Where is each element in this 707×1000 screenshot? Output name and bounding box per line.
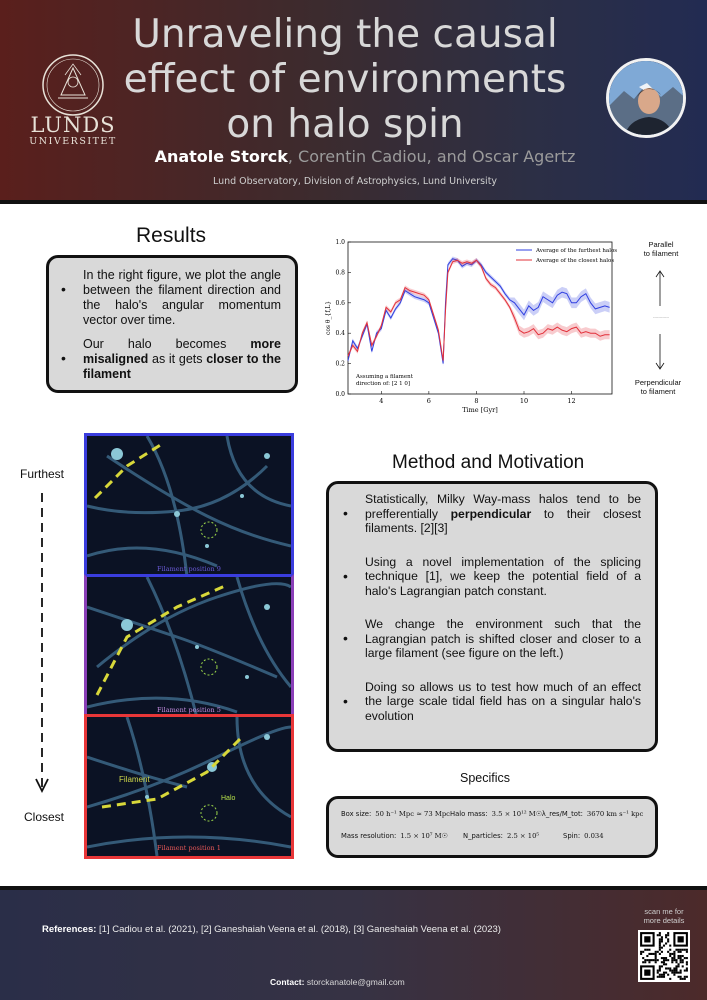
contact-email[interactable]: storckanatole@gmail.com: [304, 977, 405, 987]
x-tick-label: 12: [567, 397, 576, 405]
results-heading: Results: [136, 224, 207, 247]
results-bullet-2: • Our halo becomes more misaligned as it gets closer to the filament: [83, 337, 281, 382]
spec-n-particles: N_particles: 2.5 × 10⁵: [463, 832, 540, 840]
chart-annotation-line-2: direction of: [2 1 0]: [356, 381, 411, 387]
legend-label-0: Average of the furthest halos: [536, 248, 618, 254]
x-axis-label: Time [Gyr]: [462, 406, 498, 414]
poster-header: [0, 0, 707, 200]
specifics-row-1: [341, 810, 643, 818]
specifics-box: [326, 796, 658, 858]
specifics-row-2: [341, 832, 643, 840]
method-bullet-2: • Using a novel implementation of the splicing technique [1], we keep the potential field of a halo's Lagrangian patch constant.: [365, 555, 641, 599]
title-line-2: effect of environments: [123, 57, 567, 102]
method-bullet-4: • Doing so allows us to test how much of an effect the large scale tidal field has on a singular halo's evolution: [365, 680, 641, 724]
panel-caption-1: Filament position 1: [157, 844, 221, 852]
filament-panel-5: [84, 574, 294, 718]
panel-caption-9: Filament position 9: [157, 565, 221, 573]
coauthors: , Corentin Cadiou, and Oscar Agertz: [287, 147, 576, 166]
specifics-heading: Specifics: [460, 771, 511, 785]
spec-spin: Spin: 0.034: [563, 832, 604, 840]
references: References: [1] Cadiou et al. (2021), [2] Ganeshaiah Veena et al. (2018), [3] Ganeshaiah Veena et al. (2023): [42, 924, 501, 935]
spec-mass-resolution: Mass resolution: 1.5 × 10⁷ M☉: [341, 832, 448, 840]
spin-alignment-chart: [320, 230, 620, 420]
filament-panel-1: [84, 714, 294, 859]
spec-box-size: Box size: 50 h⁻¹ Mpc ≈ 73 Mpc: [341, 810, 450, 818]
lead-author: Anatole Storck: [154, 147, 288, 166]
arrow-down-icon: [654, 332, 666, 372]
x-tick-label: 8: [474, 397, 479, 405]
qr-caption: scan me for more details: [643, 907, 685, 925]
title-line-3: on halo spin: [226, 102, 464, 147]
y-tick-label: 0.6: [335, 299, 345, 307]
method-bullet-3: • We change the environment such that the Lagrangian patch is shifted closer and closer to a large filament (see figure on the left.): [365, 617, 641, 661]
y-tick-label: 0.8: [335, 269, 345, 277]
results-bullet-1: • In the right figure, we plot the angle between the filament direction and the halo's angular momentum vector over time.: [83, 268, 281, 328]
title-line-1: Unraveling the causal: [132, 12, 558, 57]
parallel-label: Parallel to filament: [643, 240, 679, 258]
closest-label: Closest: [24, 810, 65, 824]
qr-code-icon[interactable]: [638, 930, 690, 982]
method-heading: Method and Motivation: [392, 452, 585, 473]
filament-panel-9: [84, 433, 294, 577]
poster-title: [100, 12, 590, 147]
panel-caption-5: Filament position 5: [157, 706, 221, 714]
results-box: [46, 255, 298, 393]
x-tick-label: 4: [379, 397, 384, 405]
author-line: [80, 147, 650, 166]
affiliation: Lund Observatory, Division of Astrophysics, Lund University: [212, 176, 498, 187]
y-axis-label: cos θ_{f,L}: [325, 300, 332, 336]
y-tick-label: 0.2: [335, 360, 345, 368]
perpendicular-label: Perpendicular to filament: [634, 378, 682, 396]
method-bullet-1: • Statistically, Milky Way-mass halos tend to be prefferentially perpendicular to their closest filaments. [2][3]: [365, 492, 641, 536]
x-tick-label: 6: [426, 397, 431, 405]
method-box: [326, 481, 658, 752]
y-tick-label: 0.4: [335, 330, 345, 338]
filament-annotation: Filament: [119, 775, 150, 784]
center-label: ------------: [653, 314, 669, 319]
spec-halo-mass: Halo mass: 3.5 × 10¹² M☉: [450, 810, 542, 818]
arrow-up-icon: [654, 268, 666, 308]
spec-lambda: λ_res/M_tot: 3670 km s⁻¹ kpc: [541, 810, 644, 818]
logo-line1: LUNDS: [30, 113, 116, 137]
chart-annotation-line-1: Assuming a filament: [356, 374, 413, 380]
halo-annotation: Halo: [221, 795, 236, 802]
contact: Contact: storckanatole@gmail.com: [270, 977, 405, 987]
y-tick-label: 0.0: [335, 391, 345, 398]
legend-label-1: Average of the closest halos: [536, 258, 615, 264]
furthest-label: Furthest: [20, 467, 65, 481]
header-divider: [0, 200, 707, 204]
x-tick-label: 10: [519, 397, 529, 405]
author-portrait-photo: [606, 58, 686, 138]
logo-line2: UNIVERSITET: [29, 136, 117, 147]
distance-arrow-icon: [30, 487, 54, 797]
y-tick-label: 1.0: [335, 239, 345, 246]
